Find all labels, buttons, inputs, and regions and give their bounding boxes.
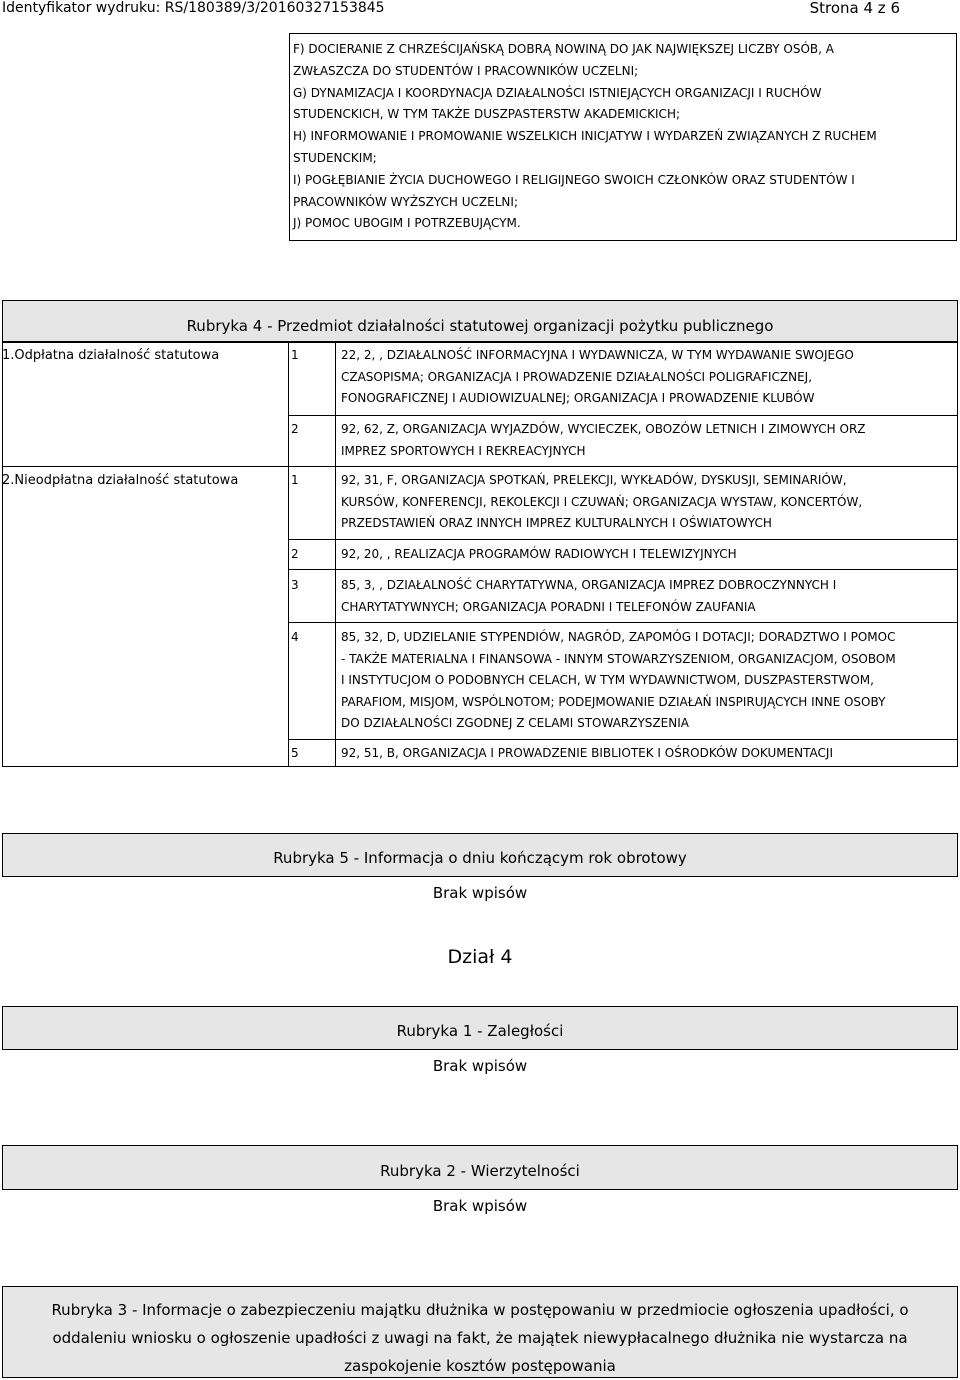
activity-line: PARAFIOM, MISJOM, WSPÓLNOTOM; PODEJMOWANIE DZIAŁAŃ INSPIRUJĄCYCH INNE OSOBY [341,694,886,709]
activity-line: 22, 2, , DZIAŁALNOŚĆ INFORMACYJNA I WYDAWNICZA, W TYM WYDAWANIE SWOJEGO [341,348,854,362]
page-number: Strona 4 z 6 [809,0,900,17]
row-number: 4 [291,630,299,644]
purpose-line: STUDENCKICH, W TYM TAKŻE DUSZPASTERSTW AKADEMICKICH; [293,107,681,122]
activity-line: PRZEDSTAWIEŃ ORAZ INNYCH IMPREZ KULTURALNYCH I OŚWIATOWYCH [341,516,772,530]
row-number: 2 [291,422,299,436]
row-number: 5 [291,746,299,760]
rubryka-3-title-line: oddaleniu wniosku o ogłoszenie upadłości z uwagi na fakt, że majątek niewypłacalnego dłużnika nie wystarcza na [52,1329,908,1347]
table-divider [335,343,336,766]
activity-group-label: 2.Nieodpłatna działalność statutowa [2,473,239,488]
row-number: 2 [291,547,299,561]
rubryka-3-title-line: Rubryka 3 - Informacje o zabezpieczeniu majątku dłużnika w postępowaniu w przedmiocie ogłoszenia upadłości, o [51,1301,909,1319]
rubryka-4-title: Rubryka 4 - Przedmiot działalności statutowej organizacji pożytku publicznego [2,300,958,342]
activity-line: - TAKŻE MATERIALNA I FINANSOWA - INNYM STOWARZYSZENIOM, ORGANIZACJOM, OSOBOM [341,651,896,666]
activity-line: FONOGRAFICZNEJ I AUDIOWIZUALNEJ; ORGANIZACJA I PROWADZENIE KLUBÓW [341,391,815,405]
rubryka-2-title: Rubryka 2 - Wierzytelności [2,1145,958,1190]
activity-group-label: 1.Odpłatna działalność statutowa [2,348,220,363]
print-identifier: Identyfikator wydruku: RS/180389/3/20160327153845 [2,0,385,16]
activity-line: IMPREZ SPORTOWYCH I REKREACYJNYCH [341,443,586,458]
rubryka-5-title: Rubryka 5 - Informacja o dniu kończącym rok obrotowy [2,833,958,877]
rubryka-2-empty: Brak wpisów [432,1197,528,1215]
activity-line: 85, 3, , DZIAŁALNOŚĆ CHARYTATYWNA, ORGANIZACJA IMPREZ DOBROCZYNNYCH I [341,578,837,592]
purpose-line: PRACOWNIKÓW WYŻSZYCH UCZELNI; [293,194,518,209]
purpose-line: J) POMOC UBOGIM I POTRZEBUJĄCYM. [293,216,521,231]
activity-line: CHARYTATYWNYCH; ORGANIZACJA PORADNI I TELEFONÓW ZAUFANIA [341,599,756,614]
purpose-line: STUDENCKIM; [293,150,377,165]
rubryka-1-title: Rubryka 1 - Zaległości [2,1006,958,1050]
row-number: 1 [291,348,299,362]
activity-line: I INSTYTUCJOM O PODOBNYCH CELACH, W TYM WYDAWNICTWOM, DUSZPASTERSTWOM, [341,673,874,687]
activity-line: DO DZIAŁALNOŚCI ZGODNEJ Z CELAMI STOWARZYSZENIA [341,716,689,730]
activity-line: KURSÓW, KONFERENCJI, REKOLEKCJI I CZUWAŃ; ORGANIZACJA WYSTAW, KONCERTÓW, [341,494,863,509]
purpose-line: I) POGŁĘBIANIE ŻYCIA DUCHOWEGO I RELIGIJNEGO SWOICH CZŁONKÓW ORAZ STUDENTÓW I [293,172,855,187]
activity-line: 85, 32, D, UDZIELANIE STYPENDIÓW, NAGRÓD, ZAPOMÓG I DOTACJI; DORADZTWO I POMOC [341,630,896,644]
table-divider [3,466,957,467]
rubryka-5-empty: Brak wpisów [432,884,528,902]
purpose-line: G) DYNAMIZACJA I KOORDYNACJA DZIAŁALNOŚCI ISTNIEJĄCYCH ORGANIZACJI I RUCHÓW [293,85,822,100]
statutory-purposes-box [289,33,957,241]
table-divider [288,415,957,416]
purpose-line: H) INFORMOWANIE I PROMOWANIE WSZELKICH INICJATYW I WYDARZEŃ ZWIĄZANYCH Z RUCHEM [293,129,877,144]
activity-line: 92, 51, B, ORGANIZACJA I PROWADZENIE BIBLIOTEK I OŚRODKÓW DOKUMENTACJI [341,746,833,760]
activity-line: 92, 20, , REALIZACJA PROGRAMÓW RADIOWYCH I TELEWIZYJNYCH [341,547,737,561]
table-divider [288,343,289,766]
activity-line: CZASOPISMA; ORGANIZACJA I PROWADZENIE DZIAŁALNOŚCI POLIGRAFICZNEJ, [341,369,813,384]
row-number: 3 [291,578,299,592]
rubryka-3-title [2,1286,958,1378]
statutory-activity-table [2,342,958,767]
activity-line: 92, 31, F, ORGANIZACJA SPOTKAŃ, PRELEKCJI, WYKŁADÓW, DYSKUSJI, SEMINARIÓW, [341,473,847,487]
section-heading: Dział 4 [447,946,513,968]
purpose-line: ZWŁASZCZA DO STUDENTÓW I PRACOWNIKÓW UCZELNI; [293,63,639,78]
rubryka-3-title-line: zaspokojenie kosztów postępowania [344,1357,616,1375]
rubryka-1-empty: Brak wpisów [432,1057,528,1075]
activity-line: 92, 62, Z, ORGANIZACJA WYJAZDÓW, WYCIECZEK, OBOZÓW LETNICH I ZIMOWYCH ORZ [341,422,866,436]
table-divider [288,739,957,740]
table-divider [288,569,957,570]
table-divider [288,622,957,623]
row-number: 1 [291,473,299,487]
table-divider [288,539,957,540]
purpose-line: F) DOCIERANIE Z CHRZEŚCIJAŃSKĄ DOBRĄ NOWINĄ DO JAK NAJWIĘKSZEJ LICZBY OSÓB, A [293,42,834,56]
